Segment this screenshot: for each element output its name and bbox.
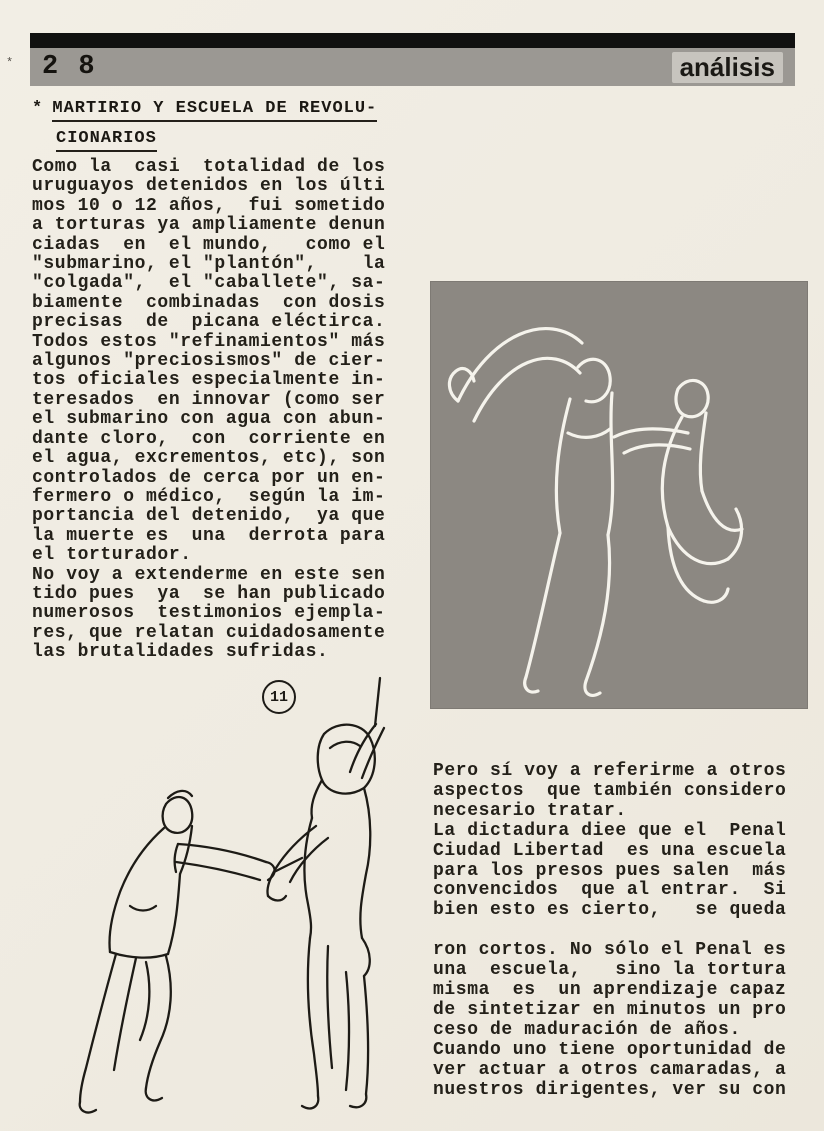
- text-line: ciadas en el mundo, como el: [32, 234, 386, 255]
- title-marker: *: [32, 99, 53, 118]
- article-title-line2: CIONARIOS: [56, 124, 377, 154]
- text-line: res, que relatan cuidadosamente: [32, 622, 386, 643]
- text-line: La dictadura diee que el Penal: [433, 820, 787, 841]
- text-line: el agua, excrementos, etc), son: [32, 448, 386, 469]
- text-line: tido pues ya se han publicado: [32, 583, 386, 604]
- scan-artifact: *: [6, 56, 14, 70]
- text-line: "colgada", el "caballete", sa-: [32, 273, 386, 294]
- text-line: dante cloro, con corriente en: [32, 428, 386, 449]
- text-line: Ciudad Libertad es una escuela: [433, 840, 787, 861]
- text-line: controlados de cerca por un en-: [32, 467, 386, 488]
- text-line: una escuela, sino la tortura: [433, 960, 787, 981]
- text-line: aspectos que también considero: [433, 780, 787, 801]
- left-text-column: [32, 158, 430, 663]
- text-line: necesario tratar.: [433, 800, 627, 821]
- text-line: ron cortos. No sólo el Penal es: [433, 940, 787, 961]
- figure-number-badge: 11: [262, 680, 296, 714]
- text-line: el submarino con agua con abun-: [32, 409, 386, 430]
- text-line: nuestros dirigentes, ver su con: [433, 1079, 787, 1100]
- text-line: numerosos testimonios ejempla-: [32, 603, 386, 624]
- black-line-figures-drawing: [28, 676, 430, 1118]
- text-line: Pero sí voy a referirme a otros: [433, 761, 787, 781]
- text-line: portancia del detenido, ya que: [32, 506, 386, 527]
- text-line: misma es un aprendizaje capaz: [433, 979, 787, 1000]
- text-line: algunos "preciosismos" de cier-: [32, 351, 386, 372]
- text-line: de sintetizar en minutos un pro: [433, 999, 787, 1020]
- text-line: para los presos pues salen más: [433, 860, 787, 881]
- text-line: la muerte es una derrota para: [32, 525, 386, 546]
- text-line: el torturador.: [32, 545, 192, 566]
- article-title: [32, 94, 377, 154]
- text-line: No voy a extenderme en este sen: [32, 564, 386, 585]
- torture-sketch: [28, 676, 430, 1118]
- page-number: 2 8: [42, 52, 97, 82]
- text-line: Cuando uno tiene oportunidad de: [433, 1039, 787, 1060]
- photo-illustration: [430, 281, 808, 709]
- text-line: biamente combinadas con dosis: [32, 292, 386, 313]
- text-line: teresados en innovar (como ser: [32, 389, 386, 410]
- text-line: bien esto es cierto, se queda: [433, 900, 787, 921]
- text-line: las brutalidades sufridas.: [32, 642, 329, 663]
- text-line: tos oficiales especialmente in-: [32, 370, 386, 391]
- header-black-bar: [30, 33, 795, 48]
- text-line: uruguayos detenidos en los últi: [32, 176, 386, 197]
- text-line: Como la casi totalidad de los: [32, 157, 386, 177]
- text-line: Todos estos "refinamientos" más: [32, 331, 386, 352]
- text-line: fermero o médico, según la im-: [32, 486, 386, 507]
- text-line: [433, 921, 815, 941]
- white-line-figures-drawing: [430, 281, 808, 709]
- magazine-title: análisis: [672, 52, 783, 83]
- header-bar: [30, 48, 795, 86]
- text-line: a torturas ya ampliamente denun: [32, 215, 386, 236]
- right-text-column: [433, 762, 815, 1100]
- text-line: ver actuar a otros camaradas, a: [433, 1059, 787, 1080]
- text-line: convencidos que al entrar. Si: [433, 880, 787, 901]
- text-line: ceso de maduración de años.: [433, 1019, 741, 1040]
- article-title-line1: * MARTIRIO Y ESCUELA DE REVOLU-: [32, 94, 377, 124]
- text-line: "submarino, el "plantón", la: [32, 254, 386, 275]
- text-line: precisas de picana eléctirca.: [32, 312, 386, 333]
- text-line: mos 10 o 12 años, fui sometido: [32, 195, 386, 216]
